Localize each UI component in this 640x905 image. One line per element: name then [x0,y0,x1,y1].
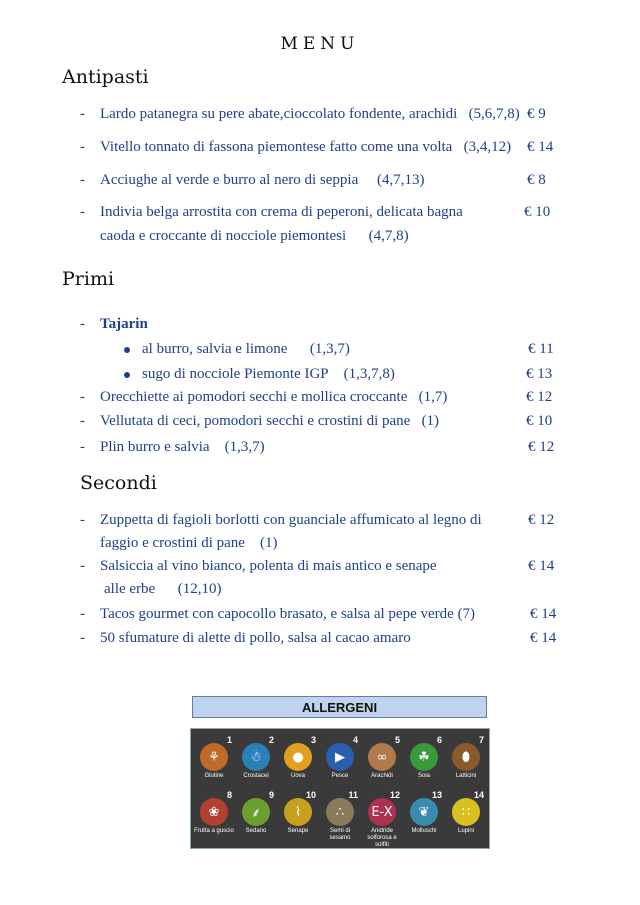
menu-title: MENU [280,34,360,54]
secondi-item-1: Zuppetta di fagioli borlotti con guanciale affumicato al legno di [100,512,482,528]
dash: - [80,106,85,122]
bullet [124,347,130,353]
soy-icon: ☘ [410,743,438,771]
allergen-4 [320,735,360,780]
price: € 14 [530,606,557,622]
allergen-label: Semi di sesamo [329,828,351,841]
mustard-icon: ⌇ [284,798,312,826]
allergeni-header: ALLERGENI [192,696,487,718]
allergen-9 [236,790,276,835]
nut-icon: ❀ [200,798,228,826]
crab-icon: ☃ [242,743,270,771]
wheat-icon: ⚘ [200,743,228,771]
shell-icon: ❦ [410,798,438,826]
celery-icon: ⸙ [242,798,270,826]
allergen-codes: (4,7,8) [368,228,409,244]
allergen-6 [404,735,444,780]
antipasti-item-3: Acciughe al verde e burro al nero di seppia (4,7,13) [100,172,425,188]
price: € 13 [526,366,553,382]
primi-item-2: Vellutata di ceci, pomodori secchi e crostini di pane (1) [100,413,440,429]
sulfite-icon: E-X [368,798,396,826]
allergen-label: Senape [287,828,309,834]
allergen-1 [194,735,234,780]
allergen-13 [404,790,444,835]
dash: - [80,389,85,405]
allergen-11 [320,790,360,842]
section-antipasti-heading: Antipasti [62,66,149,88]
allergen-number: 11 [348,790,358,800]
allergen-number: 5 [394,735,400,745]
allergen-8 [194,790,234,835]
dash: - [80,512,85,528]
secondi-item-3: Tacos gourmet con capocollo brasato, e salsa al pepe verde (7) [100,606,476,622]
allergen-14 [446,790,486,835]
dash: - [80,316,85,332]
primi-tajarin: Tajarin [100,316,148,332]
allergen-label: Soia [417,773,430,779]
allergen-12 [362,790,402,849]
allergen-label: Sedano [245,828,267,834]
fish-icon: ▶ [326,743,354,771]
primi-item-3: Plin burro e salvia (1,3,7) [100,439,265,455]
price: € 14 [528,558,555,574]
dash: - [80,630,85,646]
dash: - [80,606,85,622]
allergen-7 [446,735,486,780]
allergen-codes: (1,3,7) [224,439,265,455]
allergen-codes: (1,3,7,8) [343,366,395,382]
section-secondi-heading: Secondi [80,472,157,494]
allergen-number: 9 [268,790,274,800]
dash: - [80,558,85,574]
price: € 10 [526,413,553,429]
allergen-number: 13 [431,790,442,800]
allergen-label: Anidride solforosa e solfiti [367,828,397,848]
allergen-label: Glutine [204,773,224,779]
price: € 9 [527,106,546,122]
bullet [124,372,130,378]
allergen-label: Latticini [455,773,477,779]
antipasti-item-4: Indivia belga arrostita con crema di peperoni, delicata bagna [100,204,463,220]
allergen-codes: (1) [421,413,440,429]
allergen-codes: (7) [457,606,476,622]
milk-icon: ⬮ [452,743,480,771]
allergen-number: 6 [436,735,442,745]
price: € 11 [528,341,554,357]
allergen-label: Pesce [331,773,349,779]
allergen-number: 1 [226,735,232,745]
peanut-icon: ∞ [368,743,396,771]
dash: - [80,439,85,455]
allergen-number: 8 [226,790,232,800]
allergen-codes: (1) [259,535,278,551]
allergen-number: 12 [389,790,400,800]
price: € 8 [527,172,546,188]
dash: - [80,172,85,188]
allergen-number: 2 [268,735,274,745]
price: € 12 [526,389,553,405]
allergen-codes: (5,6,7,8) [468,106,520,122]
allergen-label: Uova [290,773,305,779]
allergen-label: Arachidi [371,773,393,779]
secondi-item-4: 50 sfumature di alette di pollo, salsa al cacao amaro [100,630,411,646]
price: € 14 [527,139,554,155]
price: € 12 [528,439,555,455]
allergen-number: 10 [305,790,316,800]
allergen-3 [278,735,318,780]
allergen-5 [362,735,402,780]
secondi-item-2: Salsiccia al vino bianco, polenta di mais antico e senape [100,558,437,574]
allergen-number: 14 [473,790,484,800]
allergen-number: 7 [478,735,484,745]
antipasti-item-1: Lardo patanegra su pere abate,cioccolato fondente, arachidi (5,6,7,8) [100,106,520,122]
allergen-codes: (1,7) [418,389,448,405]
allergen-codes: (4,7,13) [376,172,425,188]
allergen-label: Crostacei [243,773,269,779]
allergen-number: 3 [310,735,316,745]
primi-item-1: Orecchiette ai pomodori secchi e mollica croccante (1,7) [100,389,448,405]
antipasti-item-4-cont: caoda e croccante di nocciole piemontesi (4,7,8) [100,228,409,244]
allergen-2 [236,735,276,780]
price: € 10 [524,204,551,220]
allergen-codes: (3,4,12) [463,139,512,155]
section-primi-heading: Primi [62,268,115,290]
dash: - [80,204,85,220]
dash: - [80,139,85,155]
allergen-codes: (12,10) [177,581,222,597]
secondi-item-1-cont: faggio e crostini di pane (1) [100,535,278,551]
price: € 14 [530,630,557,646]
lupin-icon: ∷ [452,798,480,826]
allergen-10 [278,790,318,835]
dash: - [80,413,85,429]
secondi-item-2-cont: alle erbe (12,10) [104,581,222,597]
allergen-label: Molluschi [411,828,437,834]
sesame-icon: ∴ [326,798,354,826]
egg-icon: ● [284,743,312,771]
allergen-number: 4 [352,735,358,745]
tajarin-option-1: al burro, salvia e limone (1,3,7) [142,341,350,357]
allergen-codes: (1,3,7) [309,341,350,357]
allergeni-panel [190,728,490,849]
price: € 12 [528,512,555,528]
tajarin-option-2: sugo di nocciole Piemonte IGP (1,3,7,8) [142,366,395,382]
allergen-label: Frutta a guscio [194,828,234,834]
antipasti-item-2: Vitello tonnato di fassona piemontese fatto come una volta (3,4,12) [100,139,512,155]
allergen-label: Lupini [457,828,474,834]
